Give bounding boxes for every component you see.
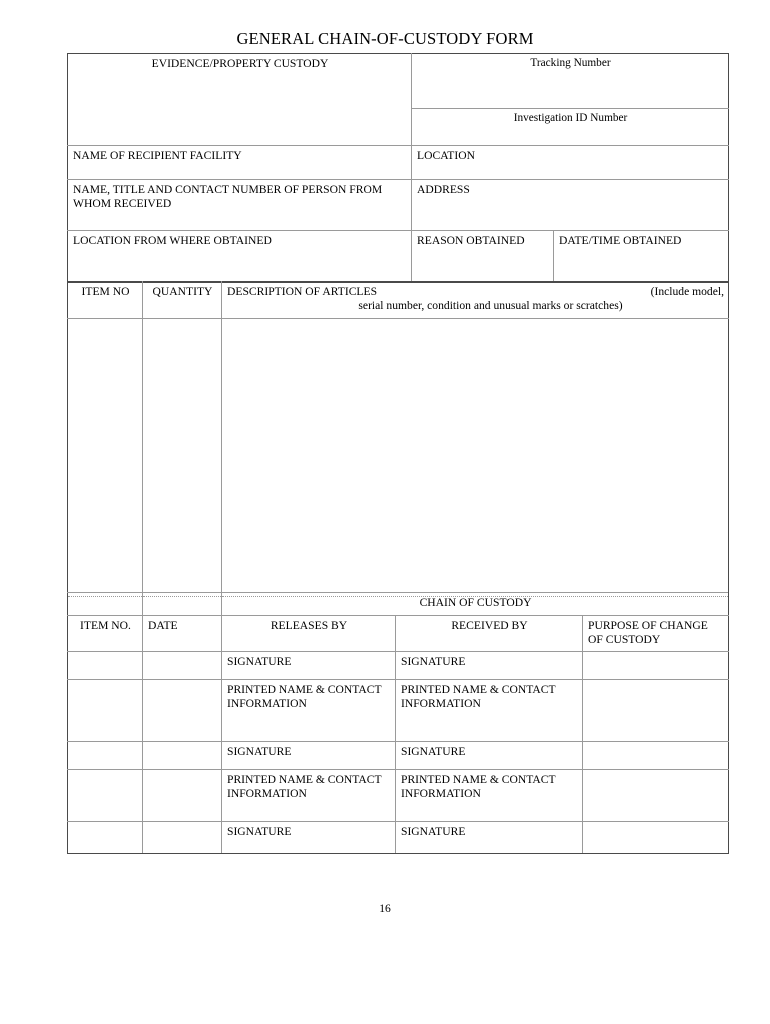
custody-row-item-no[interactable]: [68, 742, 143, 770]
address-label: ADDRESS: [417, 183, 470, 196]
evidence-property-custody-cell: [68, 54, 412, 146]
articles-description-note-right: (Include model,: [650, 285, 724, 298]
articles-body-description[interactable]: [222, 319, 729, 597]
identification-table: [67, 53, 729, 283]
evidence-property-custody-label: EVIDENCE/PROPERTY CUSTODY: [151, 57, 329, 70]
date-time-obtained-label: DATE/TIME OBTAINED: [559, 234, 682, 247]
articles-description-note-line2: serial number, condition and unusual marks or scratches): [358, 298, 623, 312]
custody-header-received-by: RECEIVED BY: [396, 616, 583, 652]
custody-row-purpose[interactable]: [583, 770, 729, 822]
investigation-id-cell[interactable]: [412, 109, 729, 146]
custody-row-date[interactable]: [143, 742, 222, 770]
custody-row-item-no[interactable]: [68, 770, 143, 822]
location-cell[interactable]: [412, 146, 729, 180]
recipient-facility-label: NAME OF RECIPIENT FACILITY: [73, 149, 242, 162]
table-row: [68, 680, 729, 742]
reason-obtained-cell[interactable]: [412, 231, 554, 283]
reason-obtained-label: REASON OBTAINED: [417, 234, 525, 247]
chain-of-custody-table: [67, 592, 729, 854]
custody-row-releases-by[interactable]: PRINTED NAME & CONTACT INFORMATION: [222, 680, 396, 742]
custody-row-received-by[interactable]: SIGNATURE: [396, 822, 583, 854]
custody-header-releases-by: RELEASES BY: [222, 616, 396, 652]
tracking-number-label: Tracking Number: [530, 57, 611, 69]
articles-description-title: DESCRIPTION OF ARTICLES: [227, 285, 378, 298]
page-title: GENERAL CHAIN-OF-CUSTODY FORM: [236, 29, 534, 48]
custody-header-date: DATE: [143, 616, 222, 652]
custody-row-received-by[interactable]: SIGNATURE: [396, 742, 583, 770]
location-obtained-cell[interactable]: [68, 231, 412, 283]
articles-table: [67, 281, 729, 597]
recipient-facility-cell[interactable]: [68, 146, 412, 180]
custody-row-purpose[interactable]: [583, 822, 729, 854]
custody-row-date[interactable]: [143, 680, 222, 742]
custody-row-releases-by[interactable]: SIGNATURE: [222, 742, 396, 770]
table-row: [68, 593, 729, 616]
custody-header-item-no: ITEM NO.: [68, 616, 143, 652]
articles-header-description: [222, 282, 729, 319]
custody-row-purpose[interactable]: [583, 652, 729, 680]
table-row: [68, 616, 729, 652]
articles-header-quantity: QUANTITY: [143, 282, 222, 319]
custody-row-releases-by[interactable]: SIGNATURE: [222, 652, 396, 680]
articles-header-item-no: ITEM NO: [68, 282, 143, 319]
table-row: [68, 742, 729, 770]
custody-title-spacer-item: [68, 593, 143, 616]
custody-row-item-no[interactable]: [68, 680, 143, 742]
custody-row-releases-by[interactable]: PRINTED NAME & CONTACT INFORMATION: [222, 770, 396, 822]
table-row: [68, 231, 729, 283]
articles-body-quantity[interactable]: [143, 319, 222, 597]
custody-header-purpose: PURPOSE OF CHANGE OF CUSTODY: [583, 616, 729, 652]
table-row: [68, 180, 729, 231]
custody-row-releases-by[interactable]: SIGNATURE: [222, 822, 396, 854]
table-row: [68, 54, 729, 109]
address-cell[interactable]: [412, 180, 729, 231]
location-obtained-label: LOCATION FROM WHERE OBTAINED: [73, 234, 272, 247]
person-from-whom-received-label: NAME, TITLE AND CONTACT NUMBER OF PERSON FROM WHOM RECEIVED: [73, 183, 383, 210]
custody-title-spacer-date: [143, 593, 222, 616]
table-row: [68, 652, 729, 680]
custody-row-received-by[interactable]: SIGNATURE: [396, 652, 583, 680]
table-row: [68, 822, 729, 854]
chain-of-custody-section-title: CHAIN OF CUSTODY: [222, 593, 729, 616]
table-row: [68, 282, 729, 319]
custody-row-received-by[interactable]: PRINTED NAME & CONTACT INFORMATION: [396, 680, 583, 742]
custody-row-item-no[interactable]: [68, 652, 143, 680]
investigation-id-label: Investigation ID Number: [513, 112, 628, 124]
table-row: [68, 319, 729, 597]
table-row: [68, 770, 729, 822]
custody-row-date[interactable]: [143, 822, 222, 854]
date-time-obtained-cell[interactable]: [554, 231, 729, 283]
articles-body-item-no[interactable]: [68, 319, 143, 597]
page-number: 16: [379, 902, 391, 915]
table-row: [68, 146, 729, 180]
person-from-whom-received-cell[interactable]: [68, 180, 412, 231]
custody-row-purpose[interactable]: [583, 742, 729, 770]
custody-row-purpose[interactable]: [583, 680, 729, 742]
tracking-number-cell[interactable]: [412, 54, 729, 109]
custody-row-date[interactable]: [143, 770, 222, 822]
custody-row-date[interactable]: [143, 652, 222, 680]
location-label: LOCATION: [417, 149, 475, 162]
custody-row-item-no[interactable]: [68, 822, 143, 854]
custody-row-received-by[interactable]: PRINTED NAME & CONTACT INFORMATION: [396, 770, 583, 822]
